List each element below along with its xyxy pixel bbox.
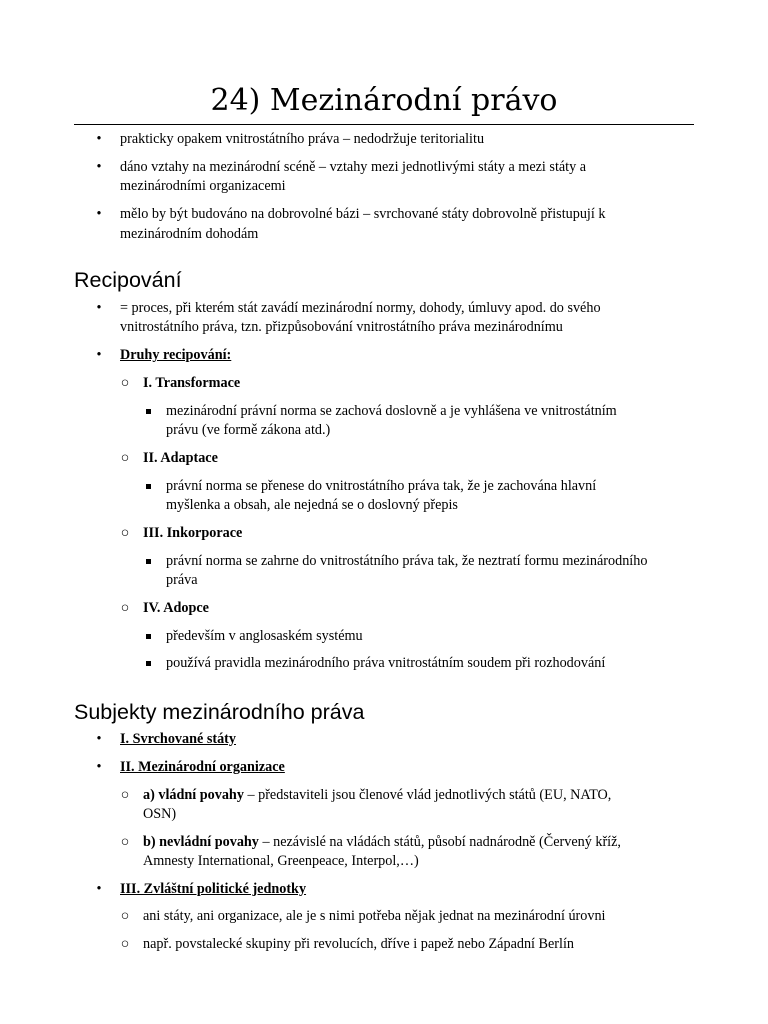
recip-def-line-1: = proces, při kterém stát zavádí mezinárodní normy, dohody, úmluvy apod. do svého <box>120 300 601 316</box>
subj-mezinarodni-organizace: II. Mezinárodní organizace <box>120 759 285 775</box>
adaptace-desc-line-1: právní norma se přenese do vnitrostátního práva tak, že je zachována hlavní <box>166 478 597 494</box>
bullet-icon: • <box>96 347 102 363</box>
bullet-icon: • <box>96 159 102 175</box>
circle-bullet-icon: ○ <box>120 450 130 466</box>
intro-item-3-line-2: mezinárodním dohodám <box>120 226 259 242</box>
recip-type-adopce: IV. Adopce <box>143 600 209 616</box>
recip-type-inkorporace: III. Inkorporace <box>143 525 243 541</box>
adopce-desc-1: především v anglosaském systému <box>166 628 363 644</box>
intro-item-3-line-1: mělo by být budováno na dobrovolné bázi – svrchované státy dobrovolně přistupují k <box>120 206 606 222</box>
bullet-icon: • <box>96 131 102 147</box>
org-nevladni-text: – nezávislé na vládách států, působí nadnárodně (Červený kříž, <box>258 834 621 850</box>
org-vladni-label: a) vládní povahy <box>143 787 244 803</box>
page-title: 24) Mezinárodní právo <box>210 83 558 118</box>
org-vladni-text: – představiteli jsou členové vlád jednotlivých států (EU, NATO, <box>243 787 612 803</box>
zvlastni-desc-1: ani státy, ani organizace, ale je s nimi potřeba nějak jednat na mezinárodní úrovni <box>143 908 606 924</box>
square-bullet-icon <box>141 627 155 639</box>
bullet-icon: • <box>96 300 102 316</box>
circle-bullet-icon: ○ <box>120 834 130 850</box>
org-vladni-line-1 <box>143 786 611 806</box>
recip-type-transformace: I. Transformace <box>143 375 241 391</box>
intro-item-1: prakticky opakem vnitrostátního práva – nedodržuje teritorialitu <box>120 131 485 147</box>
subj-svrchovane-staty: I. Svrchované státy <box>120 731 237 747</box>
bullet-icon: • <box>96 206 102 222</box>
org-vladni-line-2: OSN) <box>143 806 177 822</box>
intro-item-2-line-2: mezinárodními organizacemi <box>120 178 286 194</box>
bullet-icon: • <box>96 731 102 747</box>
inkorporace-desc-line-1: právní norma se zahrne do vnitrostátního práva tak, že neztratí formu mezinárodního <box>166 553 648 569</box>
org-nevladni-label: b) nevládní povahy <box>143 834 259 850</box>
title-rule <box>74 124 694 125</box>
bullet-icon: • <box>96 881 102 897</box>
transformace-desc-line-1: mezinárodní právní norma se zachová doslovně a je vyhlášena ve vnitrostátním <box>166 403 617 419</box>
inkorporace-desc-line-2: práva <box>166 572 198 588</box>
circle-bullet-icon: ○ <box>120 375 130 391</box>
circle-bullet-icon: ○ <box>120 908 130 924</box>
bullet-icon: • <box>96 759 102 775</box>
square-bullet-icon <box>141 654 155 666</box>
subj-zvlastni-jednotky: III. Zvláštní politické jednotky <box>120 881 307 897</box>
circle-bullet-icon: ○ <box>120 600 130 616</box>
square-bullet-icon <box>141 477 155 489</box>
square-bullet-icon <box>141 552 155 564</box>
adopce-desc-2: používá pravidla mezinárodního práva vnitrostátním soudem při rozhodování <box>166 655 606 671</box>
transformace-desc-line-2: právu (ve formě zákona atd.) <box>166 422 331 438</box>
recip-types-label: Druhy recipování: <box>120 347 232 363</box>
intro-item-2-line-1: dáno vztahy na mezinárodní scéně – vztahy mezi jednotlivými státy a mezi státy a <box>120 159 587 175</box>
square-bullet-icon <box>141 402 155 414</box>
org-nevladni-line-1 <box>143 833 621 853</box>
adaptace-desc-line-2: myšlenka a obsah, ale nejedná se o doslovný přepis <box>166 497 458 513</box>
org-nevladni-line-2: Amnesty International, Greenpeace, Interpol,…) <box>143 853 419 869</box>
recip-type-adaptace: II. Adaptace <box>143 450 218 466</box>
heading-subjekty: Subjekty mezinárodního práva <box>74 700 365 724</box>
heading-recipovani: Recipování <box>74 268 182 292</box>
circle-bullet-icon: ○ <box>120 936 130 952</box>
circle-bullet-icon: ○ <box>120 787 130 803</box>
zvlastni-desc-2: např. povstalecké skupiny při revolucích, dříve i papež nebo Západní Berlín <box>143 936 575 952</box>
circle-bullet-icon: ○ <box>120 525 130 541</box>
recip-def-line-2: vnitrostátního práva, tzn. přizpůsobování vnitrostátního práva mezinárodnímu <box>120 319 563 335</box>
